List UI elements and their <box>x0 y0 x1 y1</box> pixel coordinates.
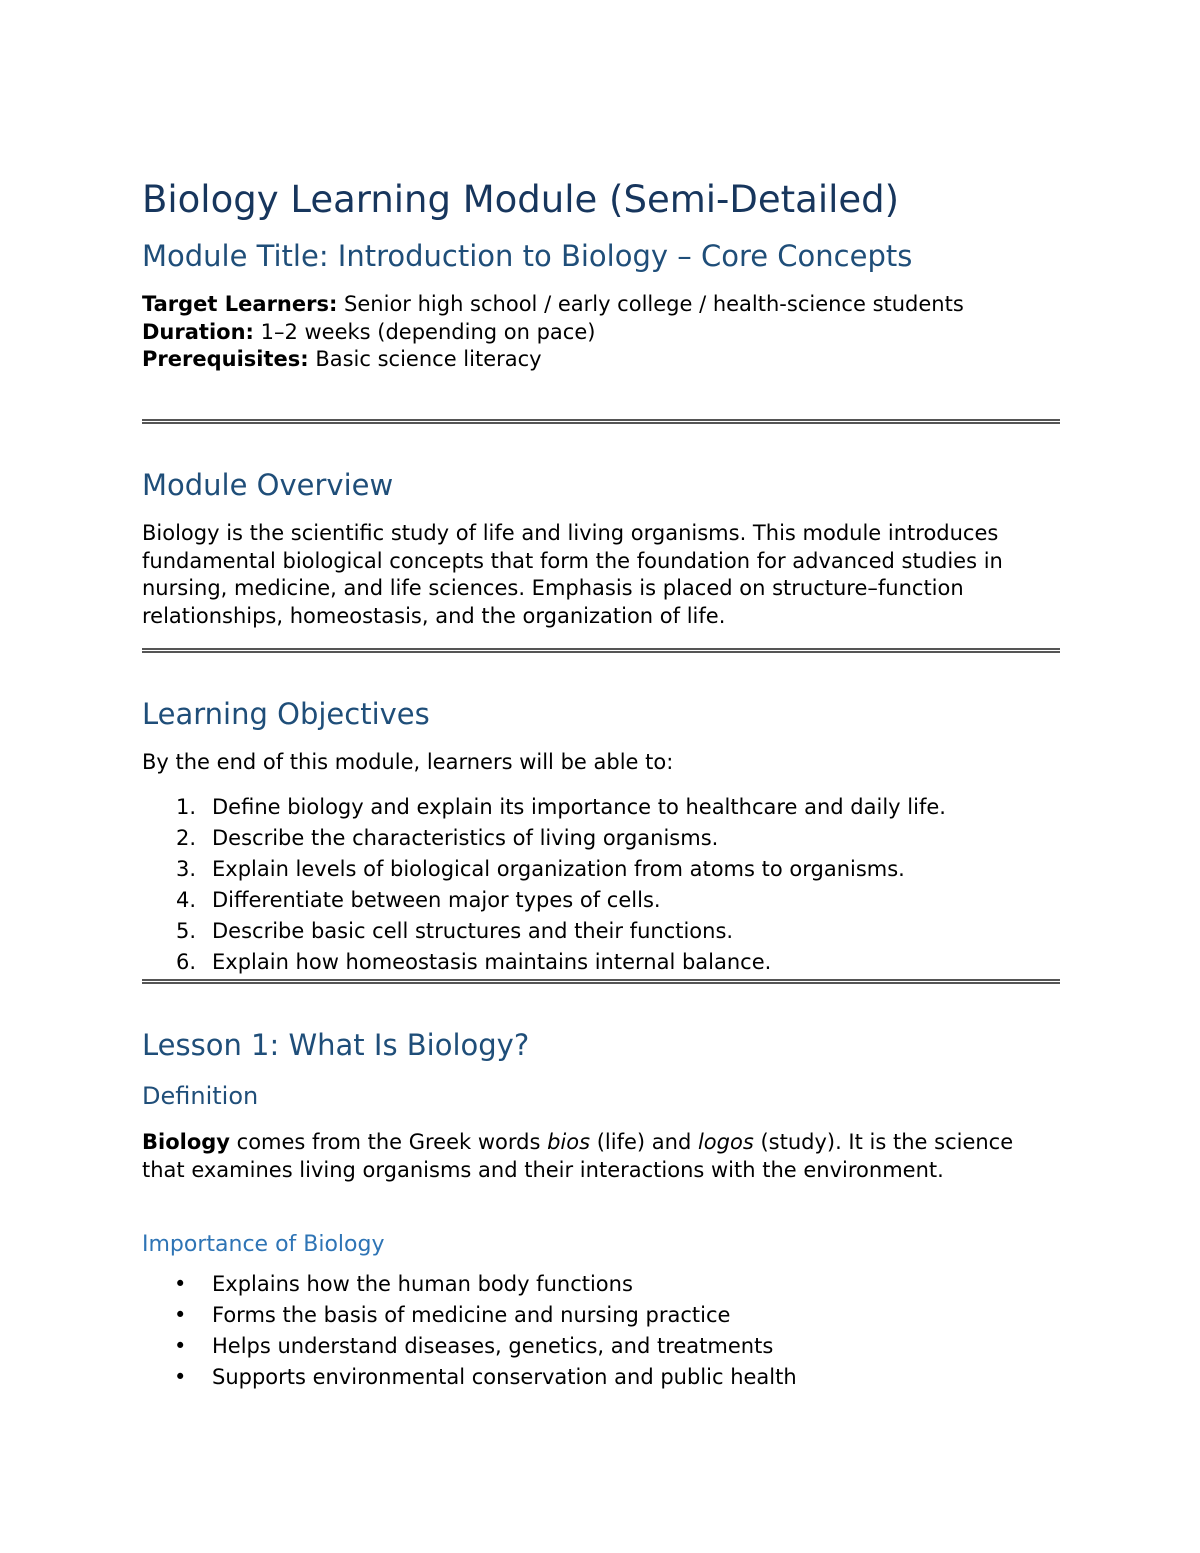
greek-word-logos: logos <box>697 1130 754 1154</box>
prerequisites-value: Basic science literacy <box>308 347 542 371</box>
objective-text: Describe the characteristics of living organisms. <box>212 826 719 850</box>
importance-text: Supports environmental conservation and public health <box>212 1365 797 1389</box>
bullet-icon: • <box>174 1365 187 1389</box>
section-divider <box>142 648 1060 653</box>
bullet-icon: • <box>174 1303 187 1327</box>
definition-heading: Definition <box>142 1082 259 1110</box>
importance-item <box>142 1331 1060 1362</box>
definition-part: (study). It is the science that examines living organisms and their interactions with the environment. <box>142 1130 1014 1182</box>
prerequisites-label: Prerequisites: <box>142 347 309 371</box>
objective-number: 5. <box>176 919 197 943</box>
importance-item <box>142 1300 1060 1331</box>
objective-number: 2. <box>176 826 197 850</box>
objectives-heading: Learning Objectives <box>142 697 430 731</box>
importance-text: Explains how the human body functions <box>212 1272 633 1296</box>
objective-item <box>142 916 1060 947</box>
importance-item <box>142 1269 1060 1300</box>
objective-number: 6. <box>176 950 197 974</box>
objective-number: 1. <box>176 795 197 819</box>
objective-item <box>142 792 1060 823</box>
objectives-list-wrap <box>142 792 1060 978</box>
bullet-icon: • <box>174 1334 187 1358</box>
objective-text: Differentiate between major types of cells. <box>212 888 661 912</box>
objective-text: Describe basic cell structures and their functions. <box>212 919 734 943</box>
definition-subsection <box>142 1080 1060 1112</box>
module-title-text: Module Title: Introduction to Biology – Core Concepts <box>142 239 913 273</box>
importance-subsection <box>142 1230 1060 1260</box>
title-text: Biology Learning Module (Semi-Detailed) <box>142 178 900 221</box>
target-learners-value: Senior high school / early college / health-science students <box>337 292 964 316</box>
lesson1-heading: Lesson 1: What Is Biology? <box>142 1028 530 1062</box>
objective-text: Explain how homeostasis maintains internal balance. <box>212 950 772 974</box>
duration-line <box>142 319 1060 347</box>
definition-part: comes from the Greek words <box>229 1130 548 1154</box>
objective-item <box>142 885 1060 916</box>
importance-text: Forms the basis of medicine and nursing practice <box>212 1303 731 1327</box>
objective-item <box>142 947 1060 978</box>
target-learners-label: Target Learners: <box>142 292 338 316</box>
lesson1-section <box>142 1026 1060 1064</box>
overview-text: Biology is the scientific study of life and living organisms. This module introduces fundamental biological concepts that form the foundation for advanced studies in nursing, medicine, and life sciences. Emphasis is placed on structure–function relationships, homeostasis, and the organization of life. <box>142 521 1003 628</box>
objectives-section <box>142 695 1060 733</box>
duration-value: 1–2 weeks (depending on pace) <box>253 319 596 344</box>
importance-text: Helps understand diseases, genetics, and treatments <box>212 1334 774 1358</box>
objective-text: Explain levels of biological organization from atoms to organisms. <box>212 857 905 881</box>
definition-term: Biology <box>142 1130 230 1154</box>
importance-item <box>142 1362 1060 1393</box>
objective-number: 4. <box>176 888 197 912</box>
objective-text: Define biology and explain its importance to healthcare and daily life. <box>212 795 946 819</box>
overview-section <box>142 466 1060 504</box>
objectives-intro-text: By the end of this module, learners will be able to: <box>142 750 674 774</box>
document-title <box>142 176 1060 224</box>
importance-list-wrap <box>142 1269 1060 1393</box>
objective-item <box>142 854 1060 885</box>
greek-word-bios: bios <box>547 1130 591 1154</box>
objectives-list <box>142 792 1060 978</box>
target-learners-line <box>142 291 1060 319</box>
importance-list <box>142 1269 1060 1393</box>
prerequisites-line <box>142 346 1060 374</box>
objective-number: 3. <box>176 857 197 881</box>
definition-part: (life) and <box>590 1130 698 1154</box>
module-meta <box>142 291 1060 374</box>
definition-text <box>142 1129 1060 1184</box>
module-title <box>142 237 1060 275</box>
section-divider <box>142 419 1060 424</box>
definition-body <box>142 1129 1060 1184</box>
overview-heading: Module Overview <box>142 468 394 502</box>
objectives-intro <box>142 749 1060 777</box>
importance-heading: Importance of Biology <box>142 1232 385 1257</box>
overview-body <box>142 520 1060 630</box>
objective-item <box>142 823 1060 854</box>
section-divider <box>142 979 1060 984</box>
bullet-icon: • <box>174 1272 187 1296</box>
duration-label: Duration: <box>142 319 254 344</box>
